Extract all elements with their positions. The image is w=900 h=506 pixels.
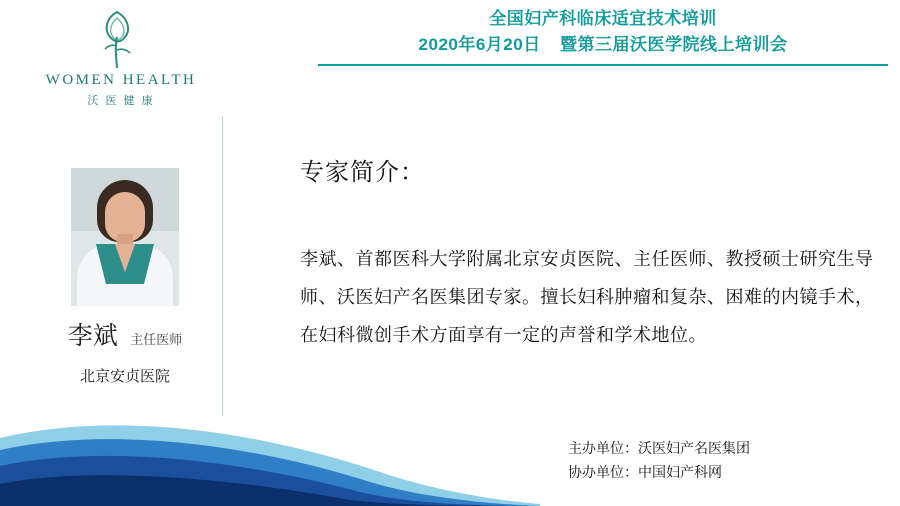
wave-deep (0, 456, 540, 506)
header-title-line2 (318, 32, 888, 58)
header (318, 6, 888, 66)
speaker-name-row (0, 316, 250, 352)
header-date: 2020年6月20日 (418, 35, 541, 54)
speaker-photo (71, 168, 179, 306)
header-title-line1: 全国妇产科临床适宜技术培训 (489, 9, 717, 28)
speaker-hospital: 北京安贞医院 (79, 368, 170, 385)
women-health-logo-icon (94, 10, 140, 72)
coorganizer-organization: 协办单位：中国妇产科网 (568, 464, 722, 480)
organizers-block (568, 436, 750, 484)
logo-text-cn: 沃 医 健 康 (87, 95, 155, 107)
host-organization: 主办单位：沃医妇产名医集团 (568, 440, 750, 456)
wave-decoration (0, 386, 540, 506)
wave-light (0, 425, 540, 506)
wave-darkest (0, 475, 540, 506)
speaker-name: 李斌 (67, 323, 118, 350)
speaker-bio: 李斌、首都医科大学附属北京安贞医院、主任医师、教授硕士研究生导师、沃医妇产名医集团专家。擅长妇科肿瘤和复杂、困难的内镜手术，在妇科微创手术方面享有一定的声誉和学术地位。 (300, 249, 874, 345)
header-divider (318, 64, 888, 66)
wave-mid (0, 439, 540, 506)
section-title: 专家简介： (300, 160, 425, 186)
header-subtitle: 暨第三届沃医学院线上培训会 (559, 35, 788, 54)
logo-text-en: WOMEN HEALTH (45, 72, 197, 88)
brand-logo (16, 10, 266, 115)
speaker-title: 主任医师 (130, 332, 183, 347)
